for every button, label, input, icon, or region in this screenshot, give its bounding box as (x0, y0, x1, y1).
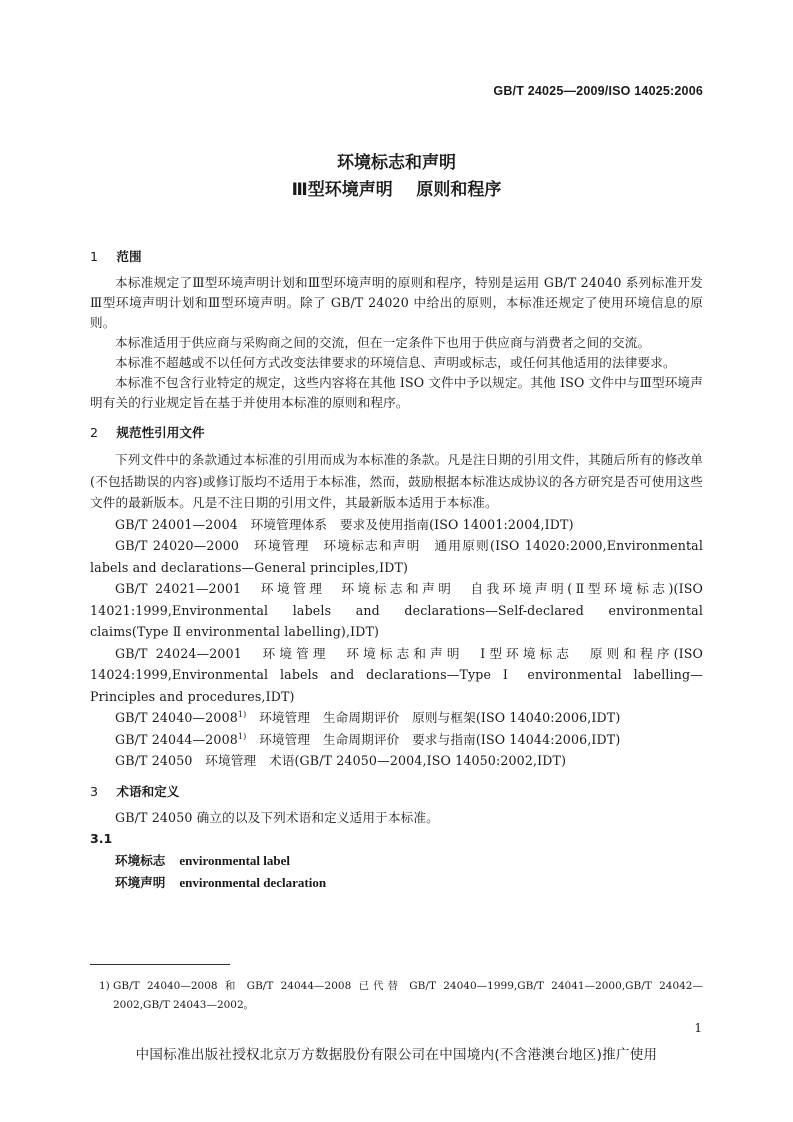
reference-code: GB/T 24040—2008 (115, 710, 238, 725)
page-number: 1 (694, 1021, 702, 1035)
footnote-mark: 1) (99, 980, 110, 992)
section-1-heading (90, 246, 703, 268)
footnote-divider (90, 964, 230, 965)
reference-code: GB/T 24044—2008 (115, 731, 238, 747)
section-2-heading (90, 422, 703, 444)
subclause-number: 3.1 (90, 830, 113, 846)
paragraph: 本标准适用于供应商与采购商之间的交流，但在一定条件下也用于供应商与消费者之间的交流。 (115, 335, 651, 350)
title-line-1: 环境标志和声明 (337, 153, 456, 173)
reference-item (90, 578, 703, 643)
reference-text: 环境管理 环境标志和声明 通用原则(ISO 14020:2000,Environmental labels and declarations—General principles,IDT) (90, 538, 704, 575)
footnote-ref[interactable]: 1) (237, 709, 247, 719)
paragraph: 本标准不包含行业特定的规定，这些内容将在其他 ISO 文件中予以规定。其他 ISO 文件中与Ⅲ型环境声明有关的行业规定旨在基于并使用本标准的原则和程序。 (90, 375, 703, 410)
reference-item (90, 643, 703, 708)
footnote-ref[interactable]: 1) (237, 731, 247, 741)
section-title: 规范性引用文件 (116, 425, 205, 440)
reference-text: 环境管理 环境标志和声明 自我环境声明(Ⅱ型环境标志)(ISO 14021:1999,Environmental labels and declarations—Self-declared environmental claims(Type Ⅱ environmental labelling),IDT) (90, 581, 703, 639)
footnote-text: GB/T 24040—2008 和 GB/T 24044—2008 已代替 GB/T 24040—1999,GB/T 24041—2000,GB/T 24042—2002,GB/T 24043—2002。 (113, 980, 703, 1011)
reference-text: 环境管理 生命周期评价 要求与指南(ISO 14044:2006,IDT) (259, 731, 621, 747)
paragraph: 本标准不超越或不以任何方式改变法律要求的环境信息、声明或标志，或任何其他适用的法律要求。 (115, 355, 676, 370)
term-entry (90, 850, 703, 872)
reference-item (90, 729, 703, 751)
reference-code: GB/T 24024—2001 (115, 645, 242, 661)
reference-text: 环境管理 生命周期评价 原则与框架(ISO 14040:2006,IDT) (259, 710, 621, 725)
term-entry (90, 872, 703, 894)
paragraph: 本标准规定了Ⅲ型环境声明计划和Ⅲ型环境声明的原则和程序，特别是运用 GB/T 24040 系列标准开发Ⅲ型环境声明计划和Ⅲ型环境声明。除了 GB/T 24020 中给出的原则，本标准还规定了使用环境信息的原则。 (90, 275, 703, 330)
section-number: 1 (90, 249, 99, 264)
definitions-intro: GB/T 24050 确立的以及下列术语和定义适用于本标准。 (115, 809, 439, 825)
title-line-2: Ⅲ型环境声明 原则和程序 (291, 180, 502, 200)
reference-code: GB/T 24050 (115, 753, 193, 768)
reference-code: GB/T 24001—2004 (115, 516, 238, 532)
term-en: environmental declaration (179, 874, 327, 890)
section-title: 范围 (116, 249, 142, 264)
normative-references (90, 449, 703, 772)
section-title: 术语和定义 (116, 783, 180, 799)
section-number: 2 (90, 425, 99, 440)
reference-code: GB/T 24021—2001 (115, 581, 242, 596)
references-intro: 下列文件中的条款通过本标准的引用而成为本标准的条款。凡是注日期的引用文件，其随后所有的修改单(不包括勘误的内容)或修订版均不适用于本标准，然而，鼓励根据本标准达成协议的各方研究是否可使用这些文件的最新版本。凡是不注日期的引用文件，其最新版本适用于本标准。 (90, 452, 703, 510)
section-number: 3 (90, 783, 99, 799)
reference-item (90, 707, 703, 729)
document-title (0, 150, 793, 204)
term-en: environmental label (179, 852, 290, 868)
distribution-notice: 中国标准出版社授权北京万方数据股份有限公司在中国境内(不含港澳台地区)推广使用 (135, 1047, 658, 1063)
reference-code: GB/T 24020—2000 (115, 538, 240, 553)
reference-text: 环境管理 术语(GB/T 24050—2004,ISO 14050:2002,IDT) (205, 753, 567, 768)
reference-text: 环境管理 环境标志和声明 Ⅰ型环境标志 原则和程序(ISO 14024:1999,Environmental labels and declarations—Type Ⅰ environmental labelling—Principles and procedures,IDT) (90, 645, 704, 704)
footnote (99, 977, 703, 1015)
document-body (90, 246, 703, 894)
section-3-heading (90, 781, 703, 803)
term-zh: 环境声明 (115, 874, 166, 890)
reference-item (90, 535, 703, 578)
reference-text: 环境管理体系 要求及使用指南(ISO 14001:2004,IDT) (250, 516, 574, 532)
reference-item (90, 750, 703, 772)
standard-code: GB/T 24025—2009/ISO 14025:2006 (493, 84, 703, 98)
reference-item (90, 514, 703, 536)
term-zh: 环境标志 (115, 852, 166, 868)
